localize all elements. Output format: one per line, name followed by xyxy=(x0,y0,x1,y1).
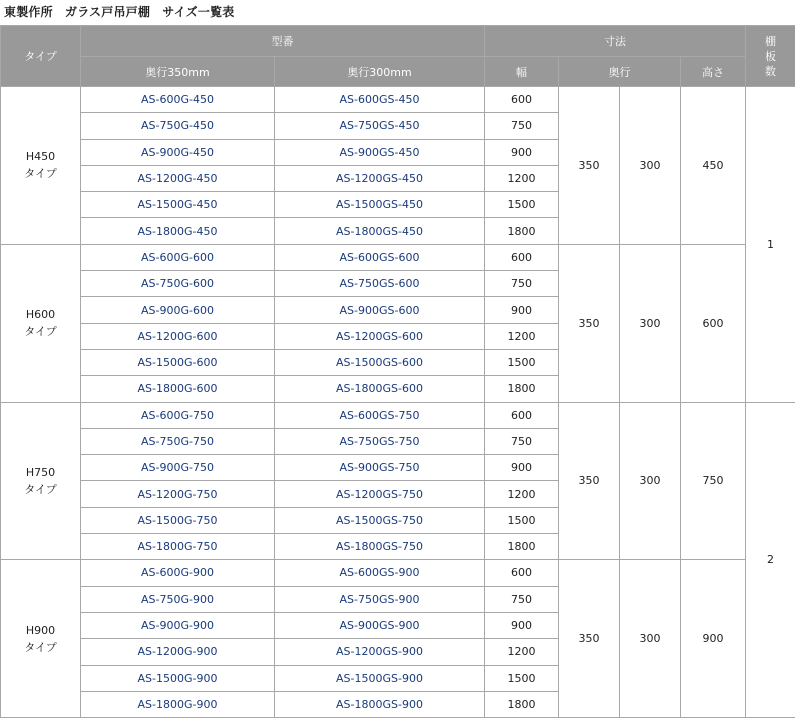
type-suffix: タイプ xyxy=(24,325,57,339)
table-row xyxy=(1,560,795,586)
model-300-cell: AS-750GS-600 xyxy=(275,271,485,297)
width-cell: 750 xyxy=(485,428,559,454)
width-cell: 600 xyxy=(485,402,559,428)
width-cell: 1500 xyxy=(485,192,559,218)
width-cell: 1800 xyxy=(485,691,559,717)
depth-300-cell: 300 xyxy=(620,87,681,245)
shelf-count-cell: 1 xyxy=(746,87,795,403)
depth-300-cell: 300 xyxy=(620,560,681,718)
model-350-cell: AS-600G-900 xyxy=(81,560,275,586)
width-cell: 1800 xyxy=(485,376,559,402)
type-suffix: タイプ xyxy=(24,640,57,654)
header-dimensions: 寸法 xyxy=(485,26,746,57)
depth-300-cell: 300 xyxy=(620,402,681,560)
model-300-cell: AS-750GS-750 xyxy=(275,428,485,454)
type-label: H900 xyxy=(25,623,56,637)
model-300-cell: AS-750GS-450 xyxy=(275,113,485,139)
model-350-cell: AS-750G-900 xyxy=(81,586,275,612)
width-cell: 1200 xyxy=(485,323,559,349)
header-model: 型番 xyxy=(81,26,485,57)
model-350-cell: AS-900G-900 xyxy=(81,612,275,638)
header-depth: 奥行 xyxy=(559,57,681,87)
width-cell: 1200 xyxy=(485,165,559,191)
depth-300-cell: 300 xyxy=(620,244,681,402)
width-cell: 900 xyxy=(485,455,559,481)
header-type: タイプ xyxy=(1,26,81,87)
type-label: H750 xyxy=(25,465,56,479)
model-350-cell: AS-600G-450 xyxy=(81,87,275,113)
table-body xyxy=(1,87,795,718)
model-300-cell: AS-600GS-750 xyxy=(275,402,485,428)
model-300-cell: AS-1200GS-750 xyxy=(275,481,485,507)
table-row xyxy=(1,87,795,113)
width-cell: 900 xyxy=(485,612,559,638)
header-shelf-char-1: 棚 xyxy=(765,34,776,48)
model-300-cell: AS-1200GS-900 xyxy=(275,639,485,665)
model-300-cell: AS-750GS-900 xyxy=(275,586,485,612)
model-300-cell: AS-1200GS-600 xyxy=(275,323,485,349)
width-cell: 900 xyxy=(485,297,559,323)
model-350-cell: AS-1800G-750 xyxy=(81,534,275,560)
width-cell: 1200 xyxy=(485,481,559,507)
model-350-cell: AS-1800G-600 xyxy=(81,376,275,402)
page-title: 東製作所 ガラス戸吊戸棚 サイズ一覧表 xyxy=(4,5,235,19)
header-model-300: 奥行300mm xyxy=(275,57,485,87)
width-cell: 1800 xyxy=(485,218,559,244)
type-cell xyxy=(1,87,81,245)
model-300-cell: AS-1500GS-900 xyxy=(275,665,485,691)
model-350-cell: AS-1800G-900 xyxy=(81,691,275,717)
height-cell: 900 xyxy=(681,560,746,718)
type-cell xyxy=(1,560,81,718)
model-350-cell: AS-1200G-450 xyxy=(81,165,275,191)
model-350-cell: AS-750G-450 xyxy=(81,113,275,139)
model-350-cell: AS-1200G-900 xyxy=(81,639,275,665)
width-cell: 600 xyxy=(485,244,559,270)
width-cell: 1500 xyxy=(485,349,559,375)
header-shelf-char-3: 数 xyxy=(765,64,776,78)
model-300-cell: AS-1500GS-600 xyxy=(275,349,485,375)
header-height: 高さ xyxy=(681,57,746,87)
width-cell: 900 xyxy=(485,139,559,165)
type-label: H450 xyxy=(25,150,56,164)
model-350-cell: AS-600G-750 xyxy=(81,402,275,428)
model-300-cell: AS-900GS-450 xyxy=(275,139,485,165)
model-350-cell: AS-1500G-750 xyxy=(81,507,275,533)
model-300-cell: AS-600GS-900 xyxy=(275,560,485,586)
model-350-cell: AS-1200G-600 xyxy=(81,323,275,349)
width-cell: 600 xyxy=(485,87,559,113)
width-cell: 1200 xyxy=(485,639,559,665)
type-suffix: タイプ xyxy=(24,482,57,496)
type-suffix: タイプ xyxy=(24,167,57,181)
type-cell xyxy=(1,244,81,402)
model-300-cell: AS-1500GS-450 xyxy=(275,192,485,218)
table-row xyxy=(1,244,795,270)
height-cell: 750 xyxy=(681,402,746,560)
model-300-cell: AS-900GS-750 xyxy=(275,455,485,481)
model-350-cell: AS-600G-600 xyxy=(81,244,275,270)
model-300-cell: AS-900GS-900 xyxy=(275,612,485,638)
width-cell: 600 xyxy=(485,560,559,586)
model-300-cell: AS-1800GS-900 xyxy=(275,691,485,717)
model-300-cell: AS-1200GS-450 xyxy=(275,165,485,191)
model-350-cell: AS-900G-600 xyxy=(81,297,275,323)
model-300-cell: AS-600GS-600 xyxy=(275,244,485,270)
depth-350-cell: 350 xyxy=(559,87,620,245)
width-cell: 1800 xyxy=(485,534,559,560)
model-350-cell: AS-750G-750 xyxy=(81,428,275,454)
model-350-cell: AS-1200G-750 xyxy=(81,481,275,507)
model-350-cell: AS-900G-750 xyxy=(81,455,275,481)
header-model-350: 奥行350mm xyxy=(81,57,275,87)
model-300-cell: AS-900GS-600 xyxy=(275,297,485,323)
width-cell: 1500 xyxy=(485,507,559,533)
type-label: H600 xyxy=(25,308,56,322)
model-350-cell: AS-1800G-450 xyxy=(81,218,275,244)
type-cell xyxy=(1,402,81,560)
shelf-count-cell: 2 xyxy=(746,402,795,718)
depth-350-cell: 350 xyxy=(559,244,620,402)
depth-350-cell: 350 xyxy=(559,560,620,718)
header-shelf-char-2: 板 xyxy=(765,49,776,63)
table-row xyxy=(1,402,795,428)
height-cell: 600 xyxy=(681,244,746,402)
width-cell: 750 xyxy=(485,586,559,612)
model-350-cell: AS-900G-450 xyxy=(81,139,275,165)
height-cell: 450 xyxy=(681,87,746,245)
size-table xyxy=(0,25,795,718)
model-300-cell: AS-1800GS-750 xyxy=(275,534,485,560)
header-width: 幅 xyxy=(485,57,559,87)
model-300-cell: AS-1800GS-450 xyxy=(275,218,485,244)
model-350-cell: AS-1500G-600 xyxy=(81,349,275,375)
width-cell: 1500 xyxy=(485,665,559,691)
model-300-cell: AS-600GS-450 xyxy=(275,87,485,113)
width-cell: 750 xyxy=(485,113,559,139)
depth-350-cell: 350 xyxy=(559,402,620,560)
model-300-cell: AS-1800GS-600 xyxy=(275,376,485,402)
model-350-cell: AS-1500G-450 xyxy=(81,192,275,218)
model-350-cell: AS-1500G-900 xyxy=(81,665,275,691)
width-cell: 750 xyxy=(485,271,559,297)
model-350-cell: AS-750G-600 xyxy=(81,271,275,297)
header-shelf-count xyxy=(746,26,795,87)
model-300-cell: AS-1500GS-750 xyxy=(275,507,485,533)
